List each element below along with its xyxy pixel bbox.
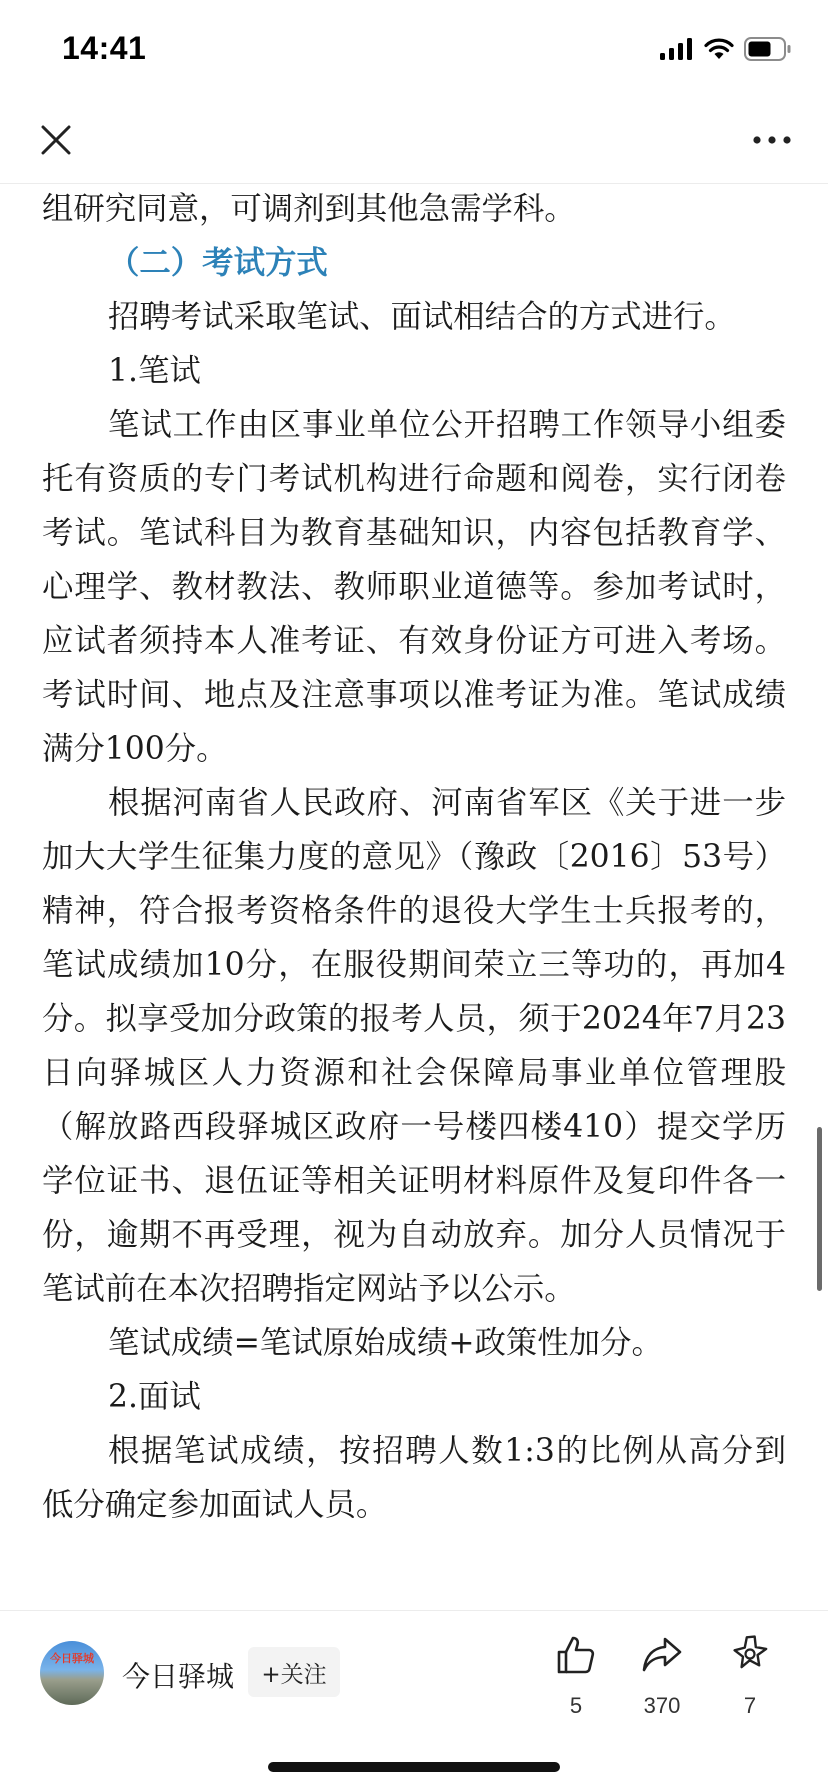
article-paragraph: 组研究同意，可调剂到其他急需学科。 (42, 191, 576, 227)
wifi-icon (704, 38, 734, 60)
like-count: 5 (569, 1693, 583, 1718)
status-icons (660, 36, 792, 62)
star-icon (728, 1633, 772, 1677)
article-paragraph: 1.笔试 (108, 353, 201, 389)
share-button[interactable] (622, 1631, 702, 1719)
nav-bar (0, 100, 828, 184)
status-bar (0, 0, 828, 100)
share-count: 370 (643, 1693, 681, 1718)
follow-button[interactable]: +关注 (248, 1647, 340, 1697)
more-icon (752, 135, 792, 145)
scrollbar[interactable] (817, 1127, 822, 1291)
avatar[interactable] (40, 1641, 104, 1705)
home-indicator (268, 1762, 560, 1772)
like-icon (555, 1634, 597, 1676)
signal-icon (660, 38, 694, 60)
share-icon (641, 1634, 683, 1676)
article-text (42, 185, 786, 1532)
close-icon (40, 124, 72, 156)
article-paragraph: 招聘考试采取笔试、面试相结合的方式进行。 (108, 299, 736, 335)
account-name[interactable]: 今日驿城 (122, 1660, 235, 1693)
battery-icon (744, 37, 792, 61)
article-paragraph: 根据河南省人民政府、河南省军区《关于进一步加大大学生征集力度的意见》（豫政〔2016〕53号）精神，符合报考资格条件的退役大学生士兵报考的，笔试成绩加10分，在服役期间荣立三等功的，再加4分。拟享受加分政策的报考人员，须于2024年7月23日向驿城区人力资源和社会保障局事业单位管理股（解放路西段驿城区政府一号楼四楼410）提交学历学位证书、退伍证等相关证明材料原件及复印件各一份，逾期不再受理，视为自动放弃。加分人员情况于笔试前在本次招聘指定网站予以公示。 (42, 785, 786, 1307)
close-button[interactable] (34, 118, 78, 162)
article-paragraph: 2.面试 (108, 1379, 201, 1415)
section-heading: （二）考试方式 (108, 245, 328, 281)
favorite-button[interactable] (710, 1631, 790, 1719)
article-paragraph: 根据笔试成绩，按招聘人数1:3的比例从高分到低分确定参加面试人员。 (42, 1433, 786, 1523)
more-button[interactable] (744, 118, 800, 162)
article-paragraph: 笔试工作由区事业单位公开招聘工作领导小组委托有资质的专门考试机构进行命题和阅卷，实行闭卷考试。笔试科目为教育基础知识，内容包括教育学、心理学、教材教法、教师职业道德等。参加考试时，应试者须持本人准考证、有效身份证方可进入考场。考试时间、地点及注意事项以准考证为准。笔试成绩满分100分。 (42, 407, 786, 767)
avatar-text: 今日驿城 (50, 1652, 94, 1665)
like-button[interactable] (536, 1631, 616, 1719)
article-body[interactable] (0, 185, 828, 1610)
favorite-count: 7 (743, 1693, 757, 1718)
article-paragraph: 笔试成绩=笔试原始成绩+政策性加分。 (108, 1325, 663, 1361)
status-time: 14:41 (62, 30, 147, 66)
